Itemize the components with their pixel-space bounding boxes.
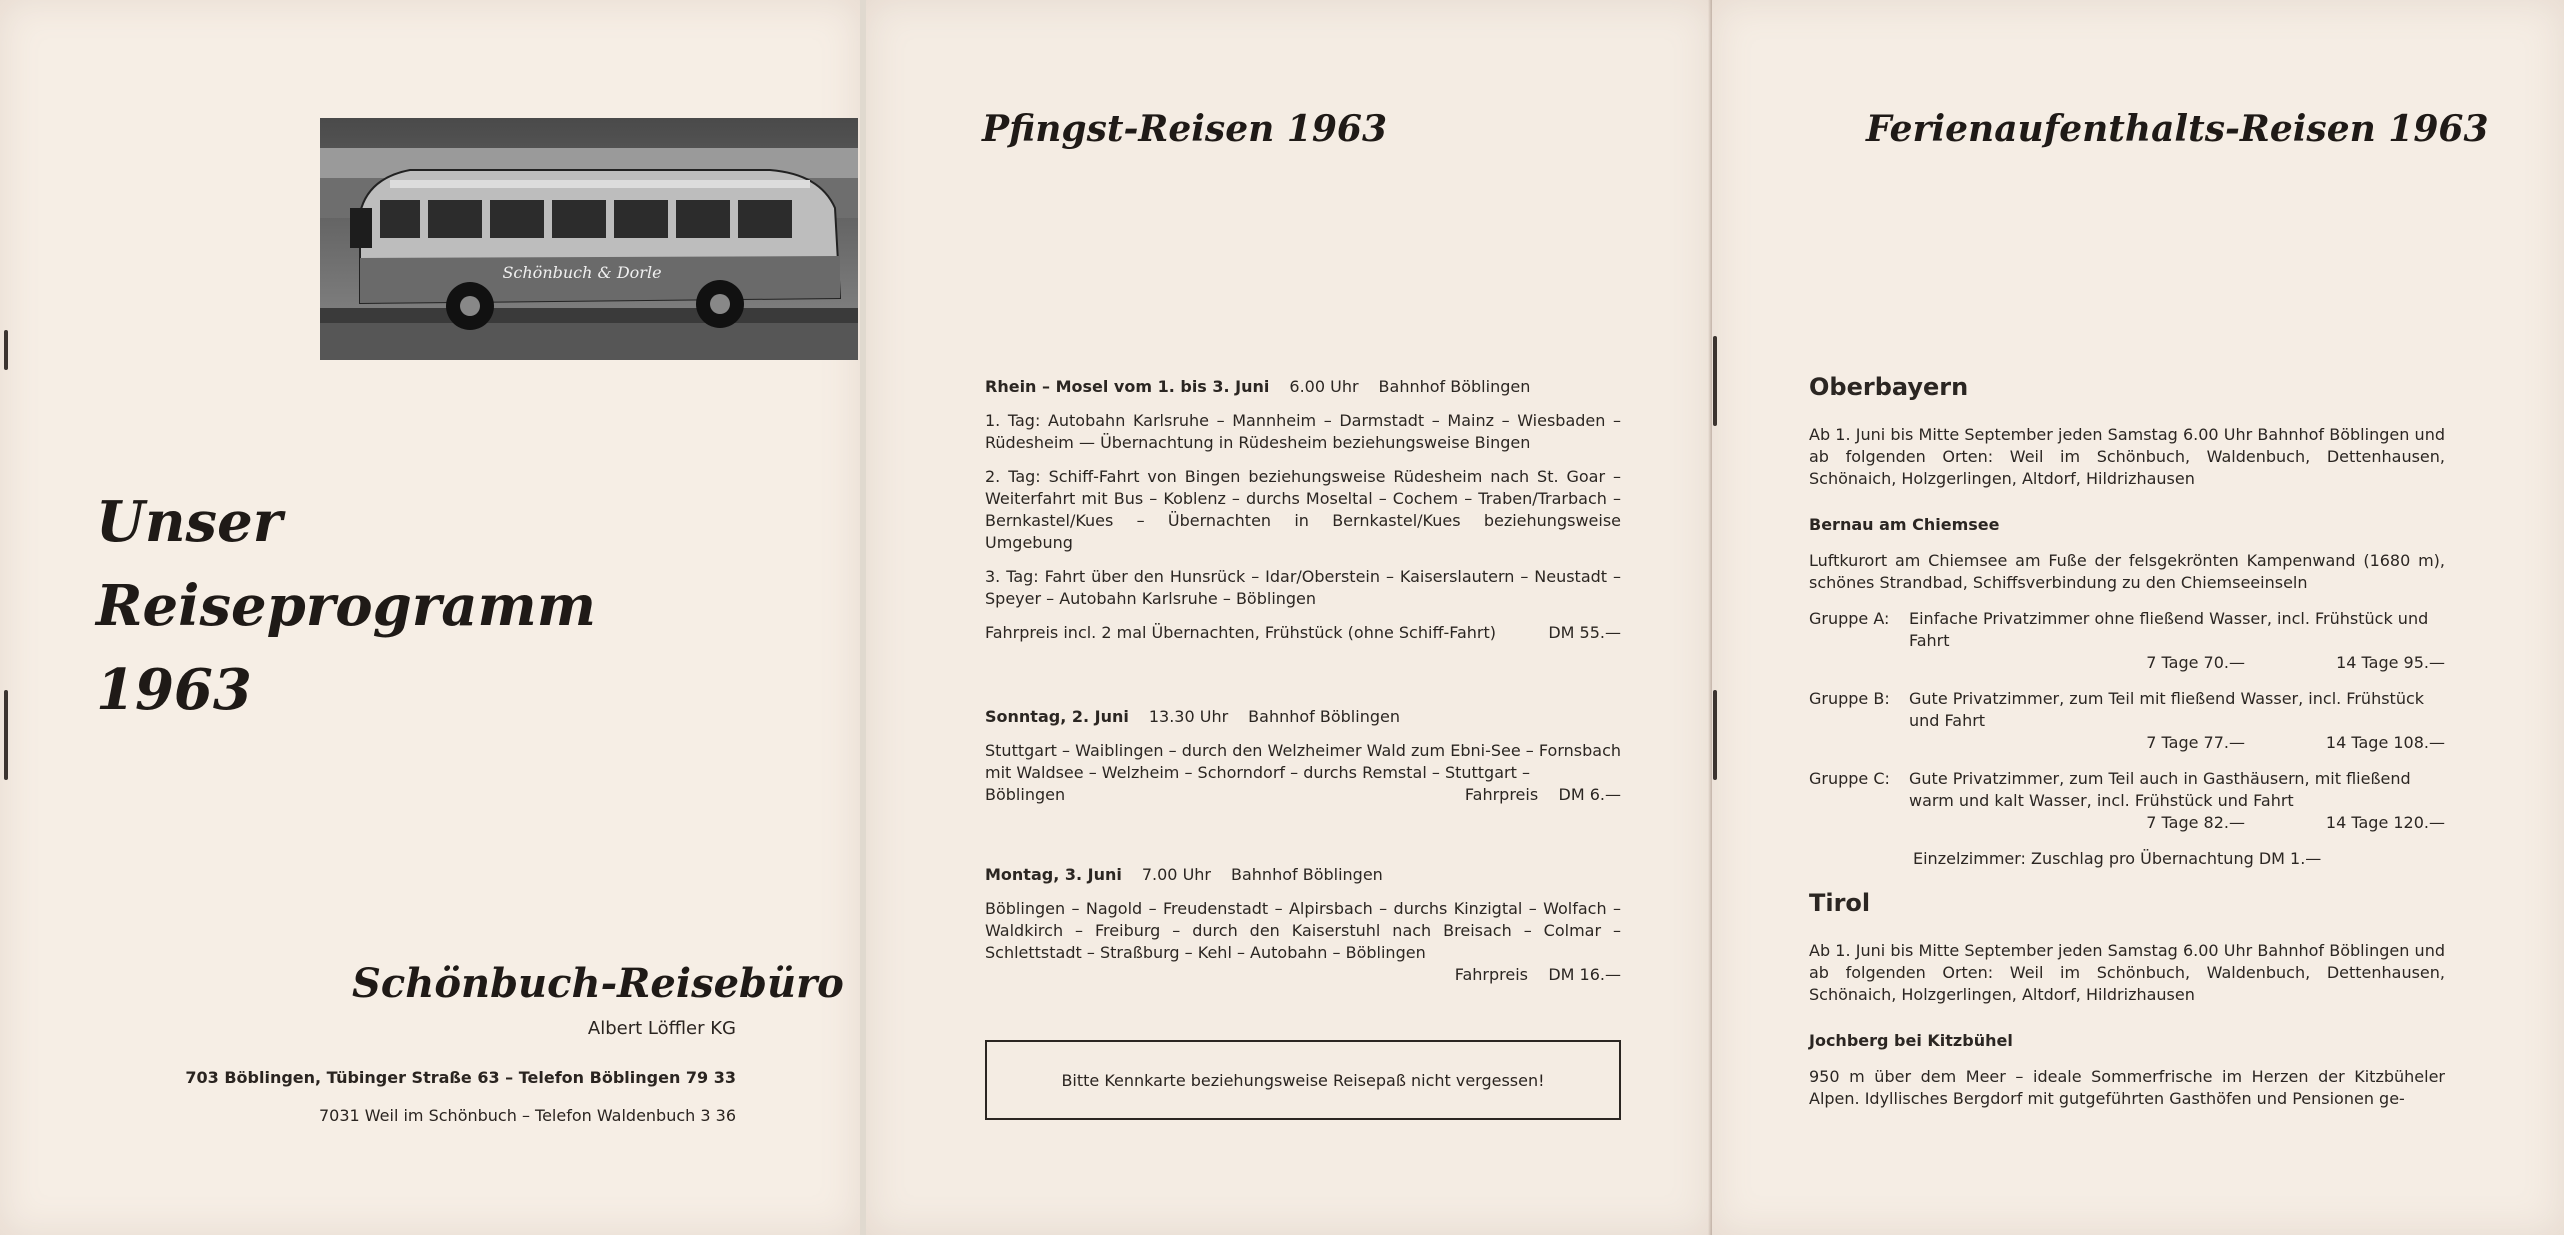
trip-price-line <box>985 622 1621 644</box>
price-group <box>1809 608 2445 674</box>
price-group <box>1809 768 2445 834</box>
trip-route: Stuttgart – Waiblingen – durch den Welzheimer Wald zum Ebni-See – Fornsbach mit Waldsee – Welzheim – Schorndorf – durchs Remstal – Stuttgart – <box>985 741 1621 782</box>
region-intro: Ab 1. Juni bis Mitte September jeden Samstag 6.00 Uhr Bahnhof Böblingen und ab folgenden Orten: Weil im Schönbuch, Waldenbuch, Dettenhausen, Schönaich, Holzgerlingen, Altdorf, Hildrizhausen <box>1809 425 2445 488</box>
location-description: 950 m über dem Meer – ideale Sommerfrische im Herzen der Kitzbüheler Alpen. Idyllisches Bergdorf mit gutgeführten Gasthöfen und Pensionen ge- <box>1809 1067 2445 1108</box>
agency-owner: Albert Löffler KG <box>587 1018 736 1039</box>
region-tirol <box>1809 889 2445 1124</box>
trip-day: 1. Tag: Autobahn Karlsruhe – Mannheim – Darmstadt – Mainz – Wiesbaden – Rüdesheim — Übernachtung in Rüdesheim beziehungsweise Bingen <box>985 411 1621 452</box>
trip-place: Bahnhof Böblingen <box>1231 865 1383 884</box>
trip-price-text: Fahrpreis <box>1464 785 1539 804</box>
group-text: Gute Privatzimmer, zum Teil auch in Gasthäusern, mit fließend warm und kalt Wasser, incl. Frühstück und Fahrt <box>1909 769 2411 810</box>
cover-title-line: Unser <box>96 489 283 555</box>
trip-price-line <box>985 964 1621 986</box>
cover-page <box>0 0 860 1235</box>
trip-montag <box>985 864 1621 986</box>
group-label: Gruppe C: <box>1809 769 1890 788</box>
pfingst-page <box>866 0 1712 1235</box>
agency-address-branch: 7031 Weil im Schönbuch – Telefon Waldenbuch 3 36 <box>318 1106 736 1125</box>
price-group <box>1809 688 2445 754</box>
location-title: Bernau am Chiemsee <box>1809 515 2000 534</box>
trip-header <box>985 864 1621 886</box>
region-title: Tirol <box>1809 889 1871 917</box>
trip-route-end: Böblingen <box>985 785 1066 804</box>
price-14-days: 14 Tage 95.— <box>2336 653 2445 672</box>
price-7-days: 7 Tage 77.— <box>2146 733 2245 752</box>
price-14-days: 14 Tage 108.— <box>2325 733 2445 752</box>
single-room-supplement: Einzelzimmer: Zuschlag pro Übernachtung DM 1.— <box>1913 849 2322 868</box>
cover-title-line: Reiseprogramm <box>96 573 597 639</box>
ferien-page <box>1712 0 2564 1235</box>
price-7-days: 7 Tage 82.— <box>2146 813 2245 832</box>
trip-place: Bahnhof Böblingen <box>1248 707 1400 726</box>
trip-price: DM 55.— <box>1548 623 1621 642</box>
bus-photo <box>320 118 858 360</box>
page-title: Ferienaufenthalts-Reisen 1963 <box>1866 108 2489 150</box>
bus-lettering: Schönbuch & Dorle <box>502 263 662 282</box>
trip-route: Böblingen – Nagold – Freudenstadt – Alpirsbach – durchs Kinzigtal – Wolfach – Waldkirch – Freiburg – durch den Kaiserstuhl nach Breisach – Colmar – Schlettstadt – Straßburg – Kehl – Autobahn – Böblingen <box>985 899 1621 962</box>
trip-label: Montag, 3. Juni <box>985 865 1122 884</box>
cover-title-line: 1963 <box>96 657 252 723</box>
trip-time: 6.00 Uhr <box>1289 377 1359 396</box>
price-14-days: 14 Tage 120.— <box>2325 813 2445 832</box>
trip-price-text: Fahrpreis <box>1454 965 1528 984</box>
trip-header <box>985 706 1621 728</box>
trip-day: 3. Tag: Fahrt über den Hunsrück – Idar/Oberstein – Kaiserslautern – Neustadt – Speyer – Autobahn Karlsruhe – Böblingen <box>985 567 1621 608</box>
staple-mark <box>4 690 8 780</box>
trip-price: DM 16.— <box>1548 965 1621 984</box>
staple-mark <box>4 330 8 370</box>
location-title: Jochberg bei Kitzbühel <box>1809 1031 2013 1050</box>
agency-address-main: 703 Böblingen, Tübinger Straße 63 – Telefon Böblingen 79 33 <box>185 1068 736 1087</box>
trip-price-line <box>985 784 1621 806</box>
trip-time: 7.00 Uhr <box>1141 865 1211 884</box>
region-title: Oberbayern <box>1809 373 1969 401</box>
page-title: Pfingst-Reisen 1963 <box>982 108 1387 150</box>
trip-day: 2. Tag: Schiff-Fahrt von Bingen beziehungsweise Rüdesheim nach St. Goar – Weiterfahrt mit Bus – Koblenz – durchs Moseltal – Cochem – Traben/Trarbach – Bernkastel/Kues – Übernachten in Bernkastel/Kues beziehungsweise Umgebung <box>985 467 1621 552</box>
passport-notice: Bitte Kennkarte beziehungsweise Reisepaß nicht vergessen! <box>985 1040 1621 1120</box>
trip-sonntag <box>985 706 1621 806</box>
trip-place: Bahnhof Böblingen <box>1378 377 1531 396</box>
group-text: Einfache Privatzimmer ohne fließend Wasser, incl. Frühstück und Fahrt <box>1909 609 2429 650</box>
trip-price: DM 6.— <box>1558 785 1621 804</box>
region-intro: Ab 1. Juni bis Mitte September jeden Samstag 6.00 Uhr Bahnhof Böblingen und ab folgenden Orten: Weil im Schönbuch, Waldenbuch, Dettenhausen, Schönaich, Holzgerlingen, Altdorf, Hildrizhausen <box>1809 941 2445 1004</box>
trip-header <box>985 376 1621 398</box>
staple-mark <box>1713 336 1717 426</box>
staple-mark <box>1713 690 1717 780</box>
group-text: Gute Privatzimmer, zum Teil mit fließend Wasser, incl. Frühstück und Fahrt <box>1909 689 2425 730</box>
trip-time: 13.30 Uhr <box>1148 707 1229 726</box>
agency-name: Schönbuch-Reisebüro <box>352 960 844 1007</box>
trip-label: Sonntag, 2. Juni <box>985 707 1129 726</box>
cover-title <box>96 480 596 732</box>
region-oberbayern <box>1809 373 2445 870</box>
price-7-days: 7 Tage 70.— <box>2146 653 2245 672</box>
group-label: Gruppe A: <box>1809 609 1890 628</box>
trip-price-text: Fahrpreis incl. 2 mal Übernachten, Frühstück (ohne Schiff-Fahrt) <box>985 623 1497 642</box>
group-label: Gruppe B: <box>1809 689 1890 708</box>
trip-rhein-mosel <box>985 376 1621 644</box>
trip-label: Rhein – Mosel vom 1. bis 3. Juni <box>985 377 1270 396</box>
location-description: Luftkurort am Chiemsee am Fuße der felsgekrönten Kampenwand (1680 m), schönes Strandbad, Schiffsverbindung zu den Chiemseeinseln <box>1809 551 2445 592</box>
